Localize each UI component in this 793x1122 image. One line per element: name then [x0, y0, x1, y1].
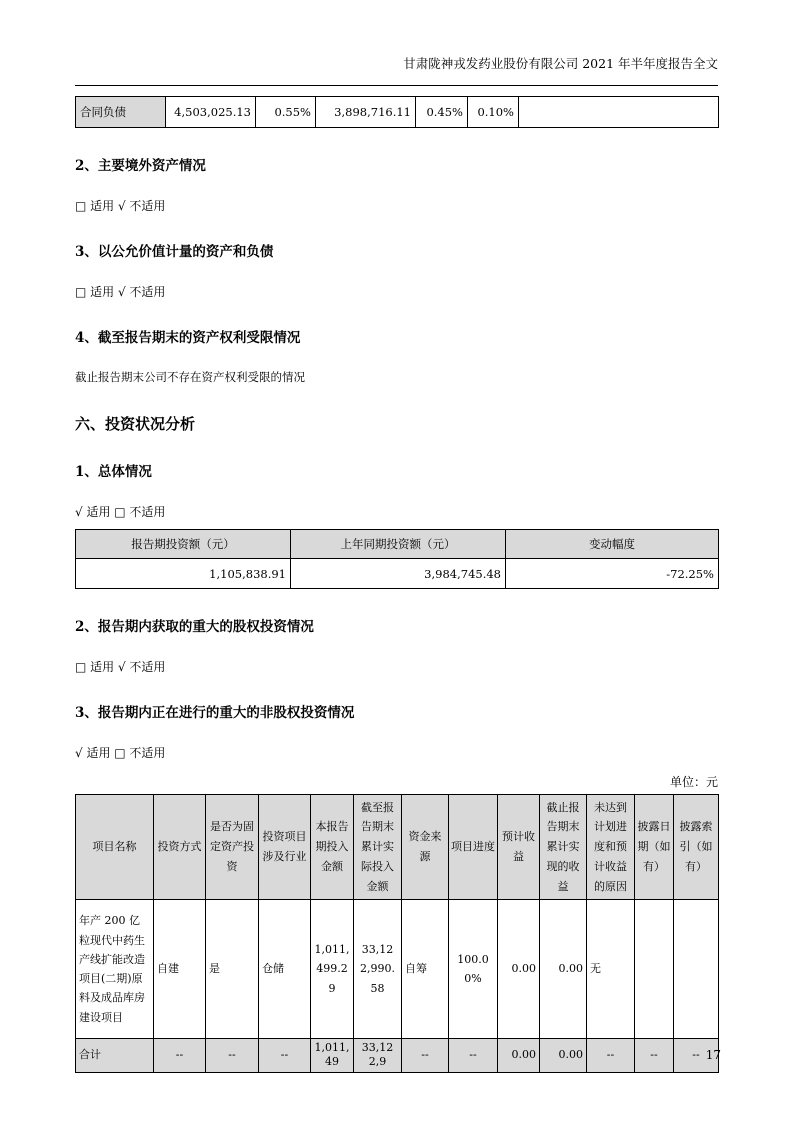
realized-return-cell: 0.00 [540, 900, 587, 1039]
col-header-prior-investment: 上年同期投资额（元） [291, 530, 506, 559]
chapter-heading-investment-analysis: 六、投资状况分析 [75, 415, 196, 433]
prior-investment-cell: 3,984,745.48 [291, 559, 506, 589]
disclosure-date-cell [635, 900, 674, 1039]
total-row [76, 1039, 719, 1073]
col-header-disclosure-date: 披露日期（如有） [635, 795, 674, 900]
fund-source-cell: 自筹 [402, 900, 449, 1039]
col-header-industry: 投资项目涉及行业 [259, 795, 311, 900]
col-header-expected-return: 预计收益 [498, 795, 540, 900]
page-number: 17 [705, 1048, 721, 1062]
col-header-period-input: 本报告期投入金额 [311, 795, 354, 900]
change-ratio-cell: 0.10% [468, 97, 519, 128]
col-header-current-investment: 报告期投资额（元） [76, 530, 291, 559]
empty-cell [519, 97, 719, 128]
section-heading-equity-investment: 2、报告期内获取的重大的股权投资情况 [75, 619, 314, 635]
doc-header [75, 54, 718, 86]
col-header-project-name: 项目名称 [76, 795, 154, 900]
total-label-cell: 合计 [76, 1039, 154, 1073]
col-header-change: 变动幅度 [506, 530, 719, 559]
section-body-text: 截止报告期末公司不存在资产权利受限的情况 [75, 370, 305, 384]
prior-amount-cell: 3,898,716.11 [316, 97, 416, 128]
period-input-cell: 1,011,499.29 [311, 900, 354, 1039]
total-disclosure-index-cell: -- [674, 1039, 719, 1073]
expected-return-cell: 0.00 [498, 900, 540, 1039]
table-header-row [76, 530, 719, 559]
prior-ratio-cell: 0.45% [416, 97, 468, 128]
col-header-progress: 项目进度 [449, 795, 498, 900]
fixed-asset-cell: 是 [206, 900, 259, 1039]
col-header-cumulative-input: 截至报告期末累计实际投入金额 [354, 795, 402, 900]
section-heading-overall-situation: 1、总体情况 [75, 464, 152, 480]
reason-cell: 无 [587, 900, 635, 1039]
applicability-line: √ 适用 □ 不适用 [75, 746, 166, 760]
col-header-disclosure-index: 披露索引（如有） [674, 795, 719, 900]
applicability-line: □ 适用 √ 不适用 [75, 285, 166, 299]
section-heading-restricted-rights: 4、截至报告期末的资产权利受限情况 [75, 330, 301, 346]
total-method-cell: -- [154, 1039, 206, 1073]
col-header-investment-method: 投资方式 [154, 795, 206, 900]
total-period-input-cell: 1,011,49 [311, 1039, 354, 1073]
col-header-reason: 未达到计划进度和预计收益的原因 [587, 795, 635, 900]
applicability-line: □ 适用 √ 不适用 [75, 660, 166, 674]
total-realized-return-cell: 0.00 [540, 1039, 587, 1073]
table-row [76, 559, 719, 589]
total-fixed-asset-cell: -- [206, 1039, 259, 1073]
progress-cell: 100.00% [449, 900, 498, 1039]
row-label: 合同负债 [76, 97, 166, 128]
investment-method-cell: 自建 [154, 900, 206, 1039]
total-industry-cell: -- [259, 1039, 311, 1073]
table-header-row [76, 795, 719, 900]
table-row [76, 97, 719, 128]
section-heading-non-equity-investment: 3、报告期内正在进行的重大的非股权投资情况 [75, 705, 355, 721]
total-cumulative-input-cell: 33,122,9 [354, 1039, 402, 1073]
total-progress-cell: -- [449, 1039, 498, 1073]
total-expected-return-cell: 0.00 [498, 1039, 540, 1073]
unit-note: 单位：元 [669, 775, 718, 789]
current-investment-cell: 1,105,838.91 [76, 559, 291, 589]
total-disclosure-date-cell: -- [635, 1039, 674, 1073]
non-equity-investment-table [75, 794, 719, 1073]
col-header-fixed-asset: 是否为固定资产投资 [206, 795, 259, 900]
section-heading-fair-value: 3、以公允价值计量的资产和负债 [75, 244, 274, 260]
doc-header-title: 甘肃陇神戎发药业股份有限公司 2021 年半年度报告全文 [403, 56, 718, 71]
col-header-fund-source: 资金来源 [402, 795, 449, 900]
cumulative-input-cell: 33,122,990.58 [354, 900, 402, 1039]
project-row [76, 900, 719, 1039]
project-name-cell: 年产 200 亿粒现代中药生产线扩能改造项目(二期)原料及成品库房建设项目 [76, 900, 154, 1039]
total-reason-cell: -- [587, 1039, 635, 1073]
applicability-line: √ 适用 □ 不适用 [75, 505, 166, 519]
col-header-realized-return: 截止报告期末累计实现的收益 [540, 795, 587, 900]
applicability-line: □ 适用 √ 不适用 [75, 199, 166, 213]
industry-cell: 仓储 [259, 900, 311, 1039]
contract-liabilities-table [75, 96, 719, 128]
current-ratio-cell: 0.55% [256, 97, 316, 128]
disclosure-index-cell [674, 900, 719, 1039]
section-heading-overseas-assets: 2、主要境外资产情况 [75, 158, 206, 174]
total-fund-source-cell: -- [402, 1039, 449, 1073]
change-cell: -72.25% [506, 559, 719, 589]
current-amount-cell: 4,503,025.13 [166, 97, 256, 128]
investment-overview-table [75, 529, 719, 589]
